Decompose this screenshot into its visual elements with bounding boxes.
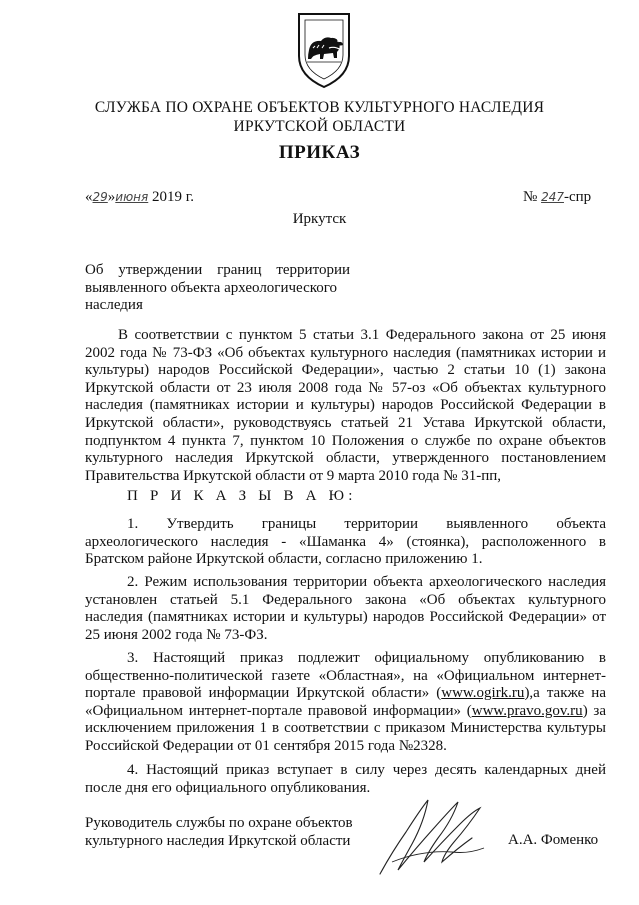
preamble-line: культурного наследия Иркутской области, утвержденного постановлением [85, 450, 606, 467]
item-line: 2. Режим использования территории объекта археологического наследия [127, 574, 606, 590]
item-line: археологического наследия - «Шаманка 4» (стоянка), расположенного в [85, 533, 606, 550]
document-number [523, 189, 591, 206]
item-line: наследия (памятниках истории и культуры) народов Российской Федерации» от [85, 609, 606, 626]
coat-of-arms-icon [293, 10, 355, 90]
date-day: 29 [92, 190, 108, 204]
item-2-paragraph [85, 574, 606, 644]
date-open-quote: « [85, 189, 93, 205]
document-date [85, 189, 194, 206]
position-line-1: Руководитель службы по охране объектов [85, 815, 353, 831]
date-year: 2019 г. [152, 189, 194, 205]
ogirk-link[interactable]: www.ogirk.ru [441, 685, 525, 702]
preamble-line: Иркутской области», руководствуясь статьей 21 Устава Иркутской области, [85, 414, 606, 431]
preamble-line: культуры) народов Российской Федерации», частью 2 статьи 10 (1) закона [85, 362, 606, 379]
item-1-paragraph [85, 516, 606, 569]
header-line-2: ИРКУТСКОЙ ОБЛАСТИ [233, 118, 406, 135]
item-line: Братском районе Иркутской области, согласно приложению 1. [85, 551, 483, 568]
item-line: после дня его официального опубликования. [85, 779, 371, 796]
document-subject [85, 262, 350, 315]
order-word: П Р И К А З Ы В А Ю: [127, 488, 357, 504]
preamble-line: Иркутской области от 23 июля 2008 года № 57-оз «Об объектах культурного [85, 379, 606, 396]
header-line-1: СЛУЖБА ПО ОХРАНЕ ОБЪЕКТОВ КУЛЬТУРНОГО НАСЛЕДИЯ [94, 99, 545, 116]
item-3-paragraph [85, 650, 606, 756]
item-line: общественно-политической газете «Областная», на «Официальном интернет- [85, 667, 606, 684]
number-prefix: № [523, 189, 538, 205]
item-line: установлен статьей 5.1 Федерального закона «Об объектах культурного [85, 591, 606, 608]
preamble-line: 2002 года № 73-ФЗ «Об объектах культурного наследия (памятниках истории и [85, 344, 606, 361]
preamble-line: наследия (памятниках истории и культуры) народов Российской Федерации в [85, 397, 606, 414]
subject-line-2: выявленного объекта археологического [85, 279, 338, 296]
item-line: исключением приложения 1 в соответствии с приказом Министерства культуры [85, 720, 606, 737]
subject-line-3: наследия [85, 297, 143, 313]
item-line: портале правовой информации Иркутской области» (www.ogirk.ru),а также на [85, 685, 606, 702]
number-value: 247 [541, 190, 564, 204]
subject-line-1: Об утверждении границ территории [85, 262, 350, 278]
preamble-line: В соответствии с пунктом 5 статьи 3.1 Федерального закона от 25 июня [118, 327, 606, 343]
signatory-position [85, 814, 353, 850]
preamble-line: Правительства Иркутской области от 9 марта 2010 года № 31-пп, [85, 467, 501, 484]
handwritten-signature [372, 792, 492, 882]
item-line: 3. Настоящий приказ подлежит официальному опубликованию в [127, 650, 606, 666]
item-line: 25 июня 2002 года № 73-ФЗ. [85, 626, 268, 643]
number-suffix: -спр [563, 189, 592, 205]
preamble-line: подпунктом 4 пункта 7, пунктом 10 Положения о службе по охране объектов [85, 432, 606, 449]
item-line: Российской Федерации от 01 сентября 2015 года №2328. [85, 737, 447, 754]
date-mid-quote: » [107, 189, 116, 205]
city-name: Иркутск [292, 211, 347, 227]
position-line-2: культурного наследия Иркутской области [85, 833, 351, 849]
preamble-paragraph [85, 327, 606, 485]
document-title: ПРИКАЗ [278, 142, 361, 163]
item-4-paragraph [85, 762, 606, 797]
item-line: 4. Настоящий приказ вступает в силу через десять календарных дней [127, 762, 606, 778]
item-line: «Официальном интернет-портале правовой информации» (www.pravo.gov.ru) за [85, 702, 606, 719]
item-line: 1. Утвердить границы территории выявленного объекта [127, 516, 606, 532]
pravo-link[interactable]: www.pravo.gov.ru [471, 702, 583, 719]
signatory-name: А.А. Фоменко [508, 832, 599, 848]
date-month: июня [115, 190, 149, 204]
